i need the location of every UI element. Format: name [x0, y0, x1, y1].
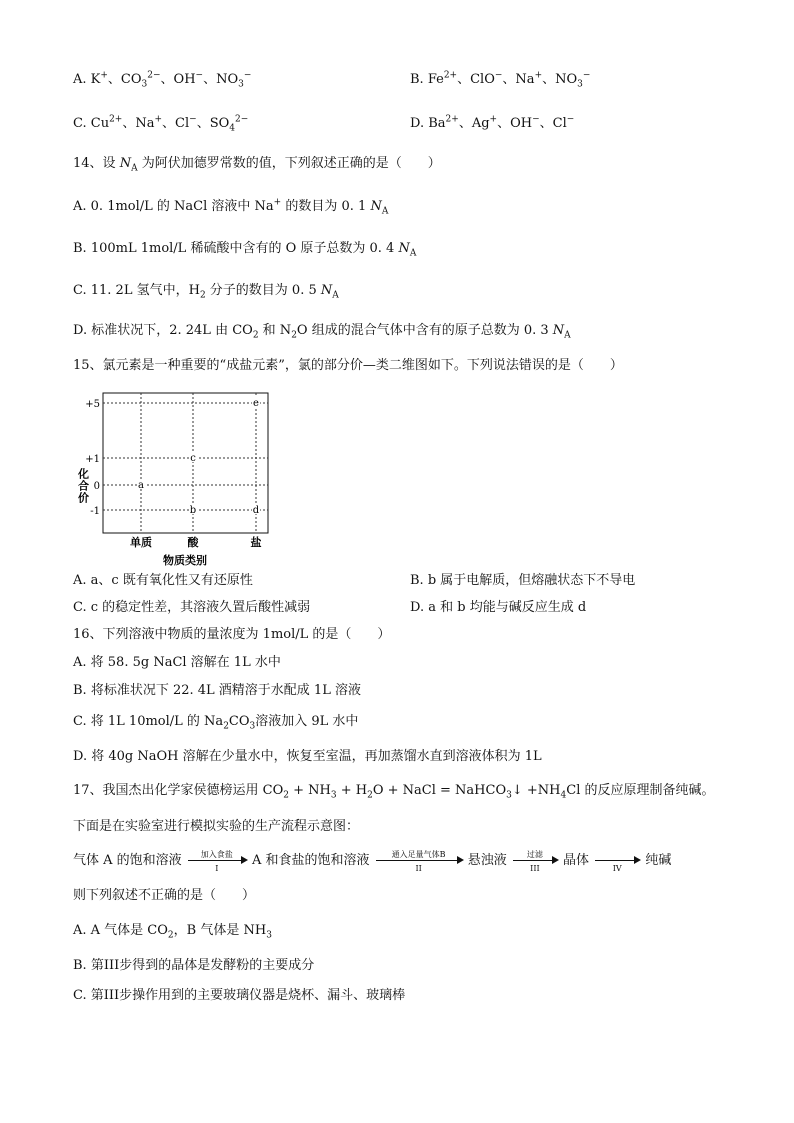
- q14-option-a: A. 0. 1mol/L 的 NaCl 溶液中 Na+ 的数目为 0. 1 $N_A$: [73, 197, 389, 217]
- q15-option-d: D. a 和 b 均能与碱反应生成 d: [410, 600, 587, 615]
- point-b: b: [189, 505, 197, 516]
- q13-option-c: C. $Cu^{2+}$、Na+、Cl−、$SO_4^{2-}$: [73, 114, 249, 134]
- q14-option-c: C. 11. 2L 氢气中，$H_2$ 分子的数目为 0. 5 $N_A$: [73, 283, 339, 301]
- q15-option-b: B. b 属于电解质，但熔融状态下不导电: [410, 573, 636, 588]
- q16-stem: 16、下列溶液中物质的量浓度为 1mol/L 的是（ ）: [73, 627, 391, 642]
- x-category-label: 盐: [250, 536, 262, 549]
- q13-option-b: B. $Fe^{2+}$、ClO−、Na+、$NO_3^-$: [410, 70, 591, 90]
- y-tick-label: +5: [85, 399, 100, 410]
- flow-arrow-1: 加入食盐 I: [188, 854, 246, 868]
- q14-stem: 14、设 $N_A$ 为阿伏加德罗常数的值，下列叙述正确的是（ ）: [73, 156, 441, 174]
- q13-option-d: D. $Ba^{2+}$、Ag+、OH−、Cl−: [410, 114, 575, 131]
- valence-class-chart: [73, 388, 273, 568]
- flow-arrow-3: 过滤 III: [513, 854, 557, 868]
- q17-intro: 下面是在实验室进行模拟实验的生产流程示意图：: [73, 819, 360, 834]
- q15-stem: 15、氯元素是一种重要的“成盐元素”，氯的部分价—类二维图如下。下列说法错误的是（ ）: [73, 358, 623, 373]
- chart-frame: [103, 393, 268, 533]
- y-tick-label: 0: [93, 481, 100, 492]
- q14-option-b: B. 100mL 1mol/L 稀硫酸中含有的 O 原子总数为 0. 4 $N_A$: [73, 241, 417, 259]
- y-tick-label: -1: [90, 506, 100, 517]
- q16-option-b: B. 将标准状况下 22. 4L 酒精溶于水配成 1L 溶液: [73, 683, 361, 698]
- q17-ask: 则下列叙述不正确的是（ ）: [73, 888, 256, 903]
- point-d: d: [252, 505, 260, 516]
- q14-option-d: D. 标准状况下，2. 24L 由 $CO_2$ 和 $N_2O$ 组成的混合气体中含有的原子总数为 0. 3 $N_A$: [73, 323, 571, 341]
- q17-option-b: B. 第III步得到的晶体是发酵粉的主要成分: [73, 958, 315, 973]
- q17-option-c: C. 第III步操作用到的主要玻璃仪器是烧杯、漏斗、玻璃棒: [73, 988, 406, 1003]
- q17-stem: 17、我国杰出化学家侯德榜运用 $CO_2 + NH_3 + H_2O$ + NaCl = NaHCO$_3$↓ $+NH_4Cl$ 的反应原理制备纯碱。: [73, 783, 715, 801]
- q16-option-a: A. 将 58. 5g NaCl 溶解在 1L 水中: [73, 655, 281, 670]
- q15-option-c: C. c 的稳定性差，其溶液久置后酸性减弱: [73, 600, 311, 615]
- flow-arrow-4: IV: [595, 854, 639, 868]
- flow-step-1: 气体 A 的饱和溶液: [73, 853, 182, 868]
- q13-option-a: A. K+、$CO_3^{2-}$、OH−、$NO_3^-$: [73, 70, 252, 90]
- x-category-label: 单质: [130, 536, 152, 549]
- x-category-label: 酸: [187, 536, 199, 549]
- point-e: e: [253, 398, 259, 409]
- chart-xlabel: 物质类别: [163, 554, 207, 567]
- chart-ylabel: 化合价: [76, 468, 90, 504]
- q16-option-c: C. 将 1L 10mol/L 的 $Na_2CO_3$溶液加入 9L 水中: [73, 714, 359, 732]
- point-a: a: [138, 480, 144, 491]
- q17-option-a: A. A 气体是 $CO_2$，B 气体是 $NH_3$: [73, 923, 272, 941]
- q17-flowchart: [73, 849, 672, 873]
- y-tick-label: +1: [85, 454, 100, 465]
- q16-option-d: D. 将 40g NaOH 溶解在少量水中，恢复至室温，再加蒸馏水直到溶液体积为 1L: [73, 749, 542, 764]
- flow-step-3: 悬浊液: [467, 853, 507, 868]
- q15-option-a: A. a、c 既有氧化性又有还原性: [73, 573, 253, 588]
- point-c: c: [190, 453, 196, 464]
- flow-step-4: 晶体: [563, 853, 590, 868]
- flow-arrow-2: 通入足量气体B II: [376, 854, 462, 868]
- flow-step-2: A 和食盐的饱和溶液: [251, 853, 370, 868]
- flow-step-5: 纯碱: [645, 853, 672, 868]
